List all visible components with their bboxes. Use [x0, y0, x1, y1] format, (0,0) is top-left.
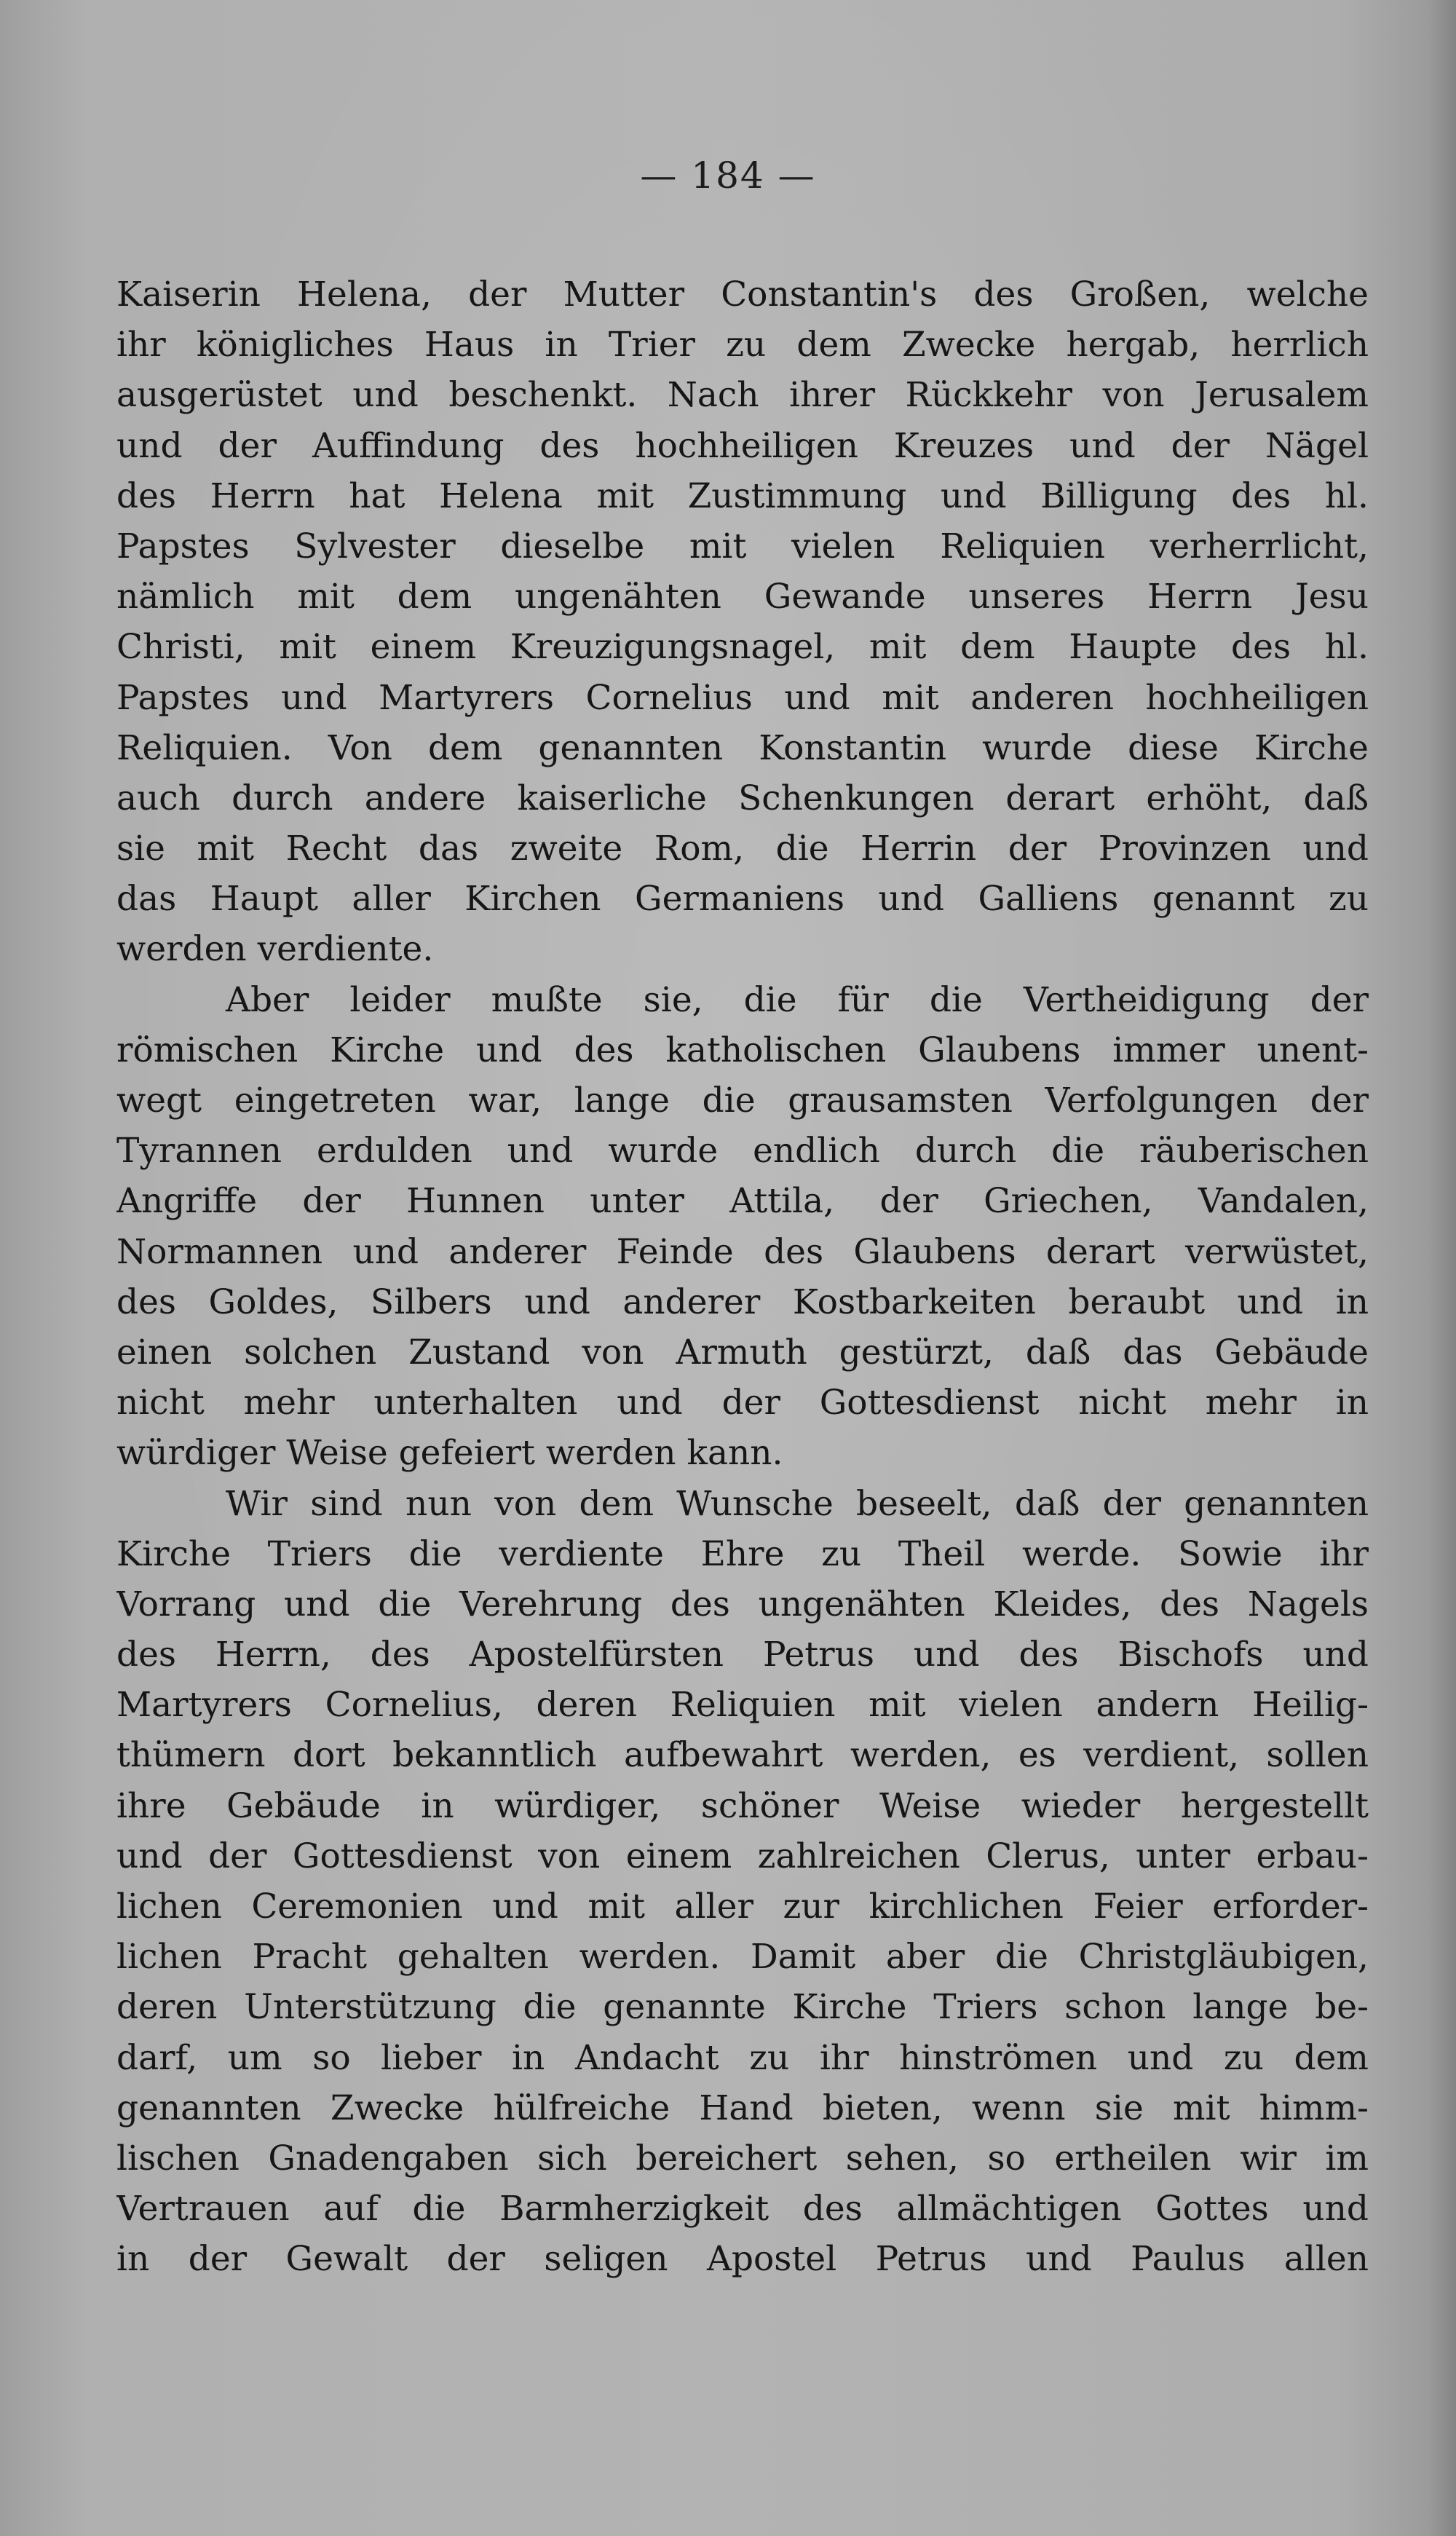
- text-line: Christi, mit einem Kreuzigungsnagel, mit dem Haupte des hl.: [116, 627, 1369, 668]
- text-line: Aber leider mußte sie, die für die Vertheidigung der: [226, 979, 1369, 1020]
- text-line: Papstes Sylvester dieselbe mit vielen Reliquien verherrlicht,: [116, 526, 1369, 566]
- text-line: deren Unterstützung die genannte Kirche Triers schon lange be-: [116, 1987, 1369, 2028]
- text-line: ihre Gebäude in würdiger, schöner Weise wieder hergestellt: [116, 1785, 1369, 1826]
- text-line: römischen Kirche und des katholischen Glaubens immer unent-: [116, 1030, 1369, 1070]
- text-line: nämlich mit dem ungenähten Gewande unseres Herrn Jesu: [116, 577, 1369, 617]
- text-line: werden verdiente.: [116, 929, 434, 970]
- text-line: genannten Zwecke hülfreiche Hand bieten, wenn sie mit himm-: [116, 2087, 1369, 2128]
- text-line: Wir sind nun von dem Wunsche beseelt, daß der genannten: [226, 1483, 1369, 1524]
- text-line: des Herrn hat Helena mit Zustimmung und Billigung des hl.: [116, 475, 1369, 516]
- text-line: des Goldes, Silbers und anderer Kostbarkeiten beraubt und in: [116, 1281, 1369, 1322]
- text-line: Kaiserin Helena, der Mutter Constantin's des Großen, welche: [116, 274, 1369, 315]
- text-line: in der Gewalt der seligen Apostel Petrus und Paulus allen: [116, 2239, 1369, 2280]
- text-line: Reliquien. Von dem genannten Konstantin wurde diese Kirche: [116, 727, 1369, 768]
- text-line: Tyrannen erdulden und wurde endlich durch die räuberischen: [116, 1131, 1369, 1172]
- text-line: Papstes und Martyrers Cornelius und mit anderen hochheiligen: [116, 677, 1369, 718]
- text-line: einen solchen Zustand von Armuth gestürzt, daß das Gebäude: [116, 1332, 1369, 1372]
- text-line: Martyrers Cornelius, deren Reliquien mit vielen andern Heilig-: [116, 1685, 1369, 1726]
- text-line: Vertrauen auf die Barmherzigkeit des allmächtigen Gottes und: [116, 2189, 1369, 2229]
- text-line: thümern dort bekanntlich aufbewahrt werden, es verdient, sollen: [116, 1735, 1369, 1776]
- text-line: wegt eingetreten war, lange die grausamsten Verfolgungen der: [116, 1081, 1369, 1121]
- text-line: und der Gottesdienst von einem zahlreichen Clerus, unter erbau-: [116, 1836, 1369, 1876]
- text-line: des Herrn, des Apostelfürsten Petrus und des Bischofs und: [116, 1635, 1369, 1675]
- body-text: [116, 269, 1369, 2285]
- text-line: das Haupt aller Kirchen Germaniens und Galliens genannt zu: [116, 879, 1369, 920]
- text-line: würdiger Weise gefeiert werden kann.: [116, 1433, 783, 1474]
- text-line: ihr königliches Haus in Trier zu dem Zwecke hergab, herrlich: [116, 325, 1369, 366]
- text-line: Vorrang und die Verehrung des ungenähten Kleides, des Nagels: [116, 1584, 1369, 1624]
- text-line: lichen Ceremonien und mit aller zur kirchlichen Feier erforder-: [116, 1887, 1369, 1927]
- page-edge-shadow: [1427, 0, 1456, 2536]
- page-number: — 184 —: [640, 154, 816, 197]
- text-line: Kirche Triers die verdiente Ehre zu Theil werde. Sowie ihr: [116, 1533, 1369, 1574]
- text-line: ausgerüstet und beschenkt. Nach ihrer Rückkehr von Jerusalem: [116, 375, 1369, 416]
- text-line: lischen Gnadengaben sich bereichert sehen, so ertheilen wir im: [116, 2138, 1369, 2178]
- text-line: darf, um so lieber in Andacht zu ihr hinströmen und zu dem: [116, 2037, 1369, 2078]
- text-line: Angriffe der Hunnen unter Attila, der Griechen, Vandalen,: [116, 1181, 1369, 1222]
- text-line: auch durch andere kaiserliche Schenkungen derart erhöht, daß: [116, 778, 1369, 818]
- text-line: sie mit Recht das zweite Rom, die Herrin der Provinzen und: [116, 829, 1369, 869]
- text-line: und der Auffindung des hochheiligen Kreuzes und der Nägel: [116, 425, 1369, 466]
- text-line: lichen Pracht gehalten werden. Damit aber die Christgläubigen,: [116, 1937, 1369, 1978]
- text-line: Normannen und anderer Feinde des Glaubens derart verwüstet,: [116, 1231, 1369, 1272]
- text-line: nicht mehr unterhalten und der Gottesdienst nicht mehr in: [116, 1383, 1369, 1423]
